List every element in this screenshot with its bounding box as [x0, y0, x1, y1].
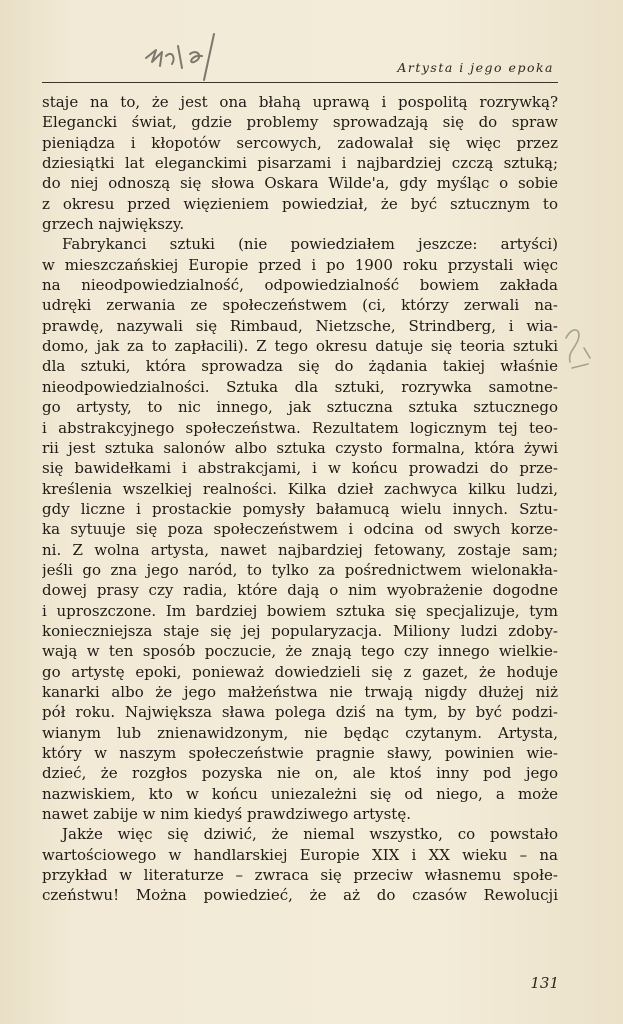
text-line: Fabrykanci sztuki (nie powiedziałem jeszcze: artyści) [62, 235, 558, 254]
text-line: wają w ten sposób poczucie, że znają tego czy innego wielkie- [42, 642, 558, 661]
text-line: kanarki albo że jego małżeństwa nie trwają nigdy dłużej niż [42, 682, 558, 701]
text-line: domo, jak za to zapłacili). Z tego okresu datuje się teoria sztuki [42, 337, 558, 356]
text-line: ni. Z wolna artysta, nawet najbardziej fetowany, zostaje sam; [42, 540, 558, 559]
text-line: wianym lub znienawidzonym, nie będąc czytanym. Artysta, [42, 723, 558, 742]
text-line: wartościowego w handlarskiej Europie XIX i XX wieku – na [42, 845, 558, 864]
text-line: rii jest sztuka salonów albo sztuka czysto formalna, która żywi [42, 438, 558, 457]
text-line: dziesiątki lat eleganckimi pisarzami i najbardziej czczą sztuką; [42, 154, 558, 173]
text-line: z okresu przed więzieniem powiedział, że być sztucznym to [42, 194, 558, 213]
text-line: pół roku. Największa sława polega dziś na tym, by być podzi- [42, 703, 558, 722]
running-head: Artysta i jego epoka [397, 60, 554, 75]
text-line: grzech największy. [42, 215, 185, 234]
text-line: konieczniejsza staje się jej popularyzacja. Miliony ludzi zdoby- [42, 621, 558, 640]
paragraph [42, 234, 558, 824]
text-line: dla sztuki, która sprowadza się do żądania takiej właśnie [42, 357, 558, 376]
text-line: nazwiskiem, kto w końcu uniezależni się od niego, a może [42, 784, 558, 803]
text-line: Jakże więc się dziwić, że niemal wszystko, co powstało [62, 825, 558, 844]
text-line: go artysty, to nic innego, jak sztuczna sztuka sztucznego [42, 398, 558, 417]
text-line: kreślenia wszelkiej realności. Kilka dzieł zachwyca kilku ludzi, [42, 479, 558, 498]
text-line: gdy liczne i prostackie pomysły bałamucą wielu innych. Sztu- [42, 499, 558, 518]
text-line: do niej odnoszą się słowa Oskara Wilde'a, gdy myśląc o sobie [42, 174, 558, 193]
text-line: i abstrakcyjnego społeczeństwa. Rezultatem logicznym tej teo- [42, 418, 558, 437]
text-line: dowej prasy czy radia, które dają o nim wyobrażenie dogodne [42, 581, 558, 600]
page-header [42, 54, 558, 83]
text-line: ka sytuuje się poza społeczeństwem i odcina od swych korze- [42, 520, 558, 539]
text-line: który w naszym społeczeństwie pragnie sławy, powinien wie- [42, 744, 558, 762]
text-line: w mieszczańskiej Europie przed i po 1900 roku przystali więc [42, 255, 558, 274]
text-line: jeśli go zna jego naród, to tylko za pośrednictwem wielonakła- [42, 560, 558, 579]
text-line: nieodpowiedzialności. Sztuka dla sztuki, rozrywka samotne- [42, 377, 558, 396]
text-line: na nieodpowiedzialność, odpowiedzialność bowiem zakłada [42, 276, 558, 295]
text-line: prawdę, nazywali się Rimbaud, Nietzsche, Strindberg, i wia- [42, 316, 558, 335]
page-number: 131 [530, 974, 559, 992]
text-line: przykład w literaturze – zwraca się przeciw własnemu społe- [42, 866, 558, 885]
body-text [42, 92, 558, 906]
text-line: czeństwu! Można powiedzieć, że aż do czasów Rewolucji [42, 886, 558, 905]
text-line: się bawidełkami i abstrakcjami, i w końcu prowadzi do prze- [42, 459, 558, 478]
text-line: pieniądza i kłopotów sercowych, zadowalał się więc przez [42, 133, 558, 152]
text-line: nawet zabije w nim kiedyś prawdziwego artystę. [42, 805, 411, 824]
margin-pencil-mark-icon [560, 318, 600, 378]
text-line: i uproszczone. Im bardziej bowiem sztuka się specjalizuje, tym [42, 601, 558, 620]
text-line: staje na to, że jest ona błahą uprawą i pospolitą rozrywką? [42, 93, 558, 111]
text-line: go artystę epoki, ponieważ dowiedzieli się z gazet, że hoduje [42, 662, 558, 681]
paragraph [42, 92, 558, 234]
text-line: Elegancki świat, gdzie problemy sprowadzają się do spraw [42, 113, 558, 132]
text-line: dzieć, że rozgłos pozyska nie on, ale ktoś inny pod jego [42, 764, 558, 783]
paragraph [42, 824, 558, 905]
text-line: udręki zerwania ze społeczeństwem (ci, którzy zerwali na- [42, 296, 558, 315]
